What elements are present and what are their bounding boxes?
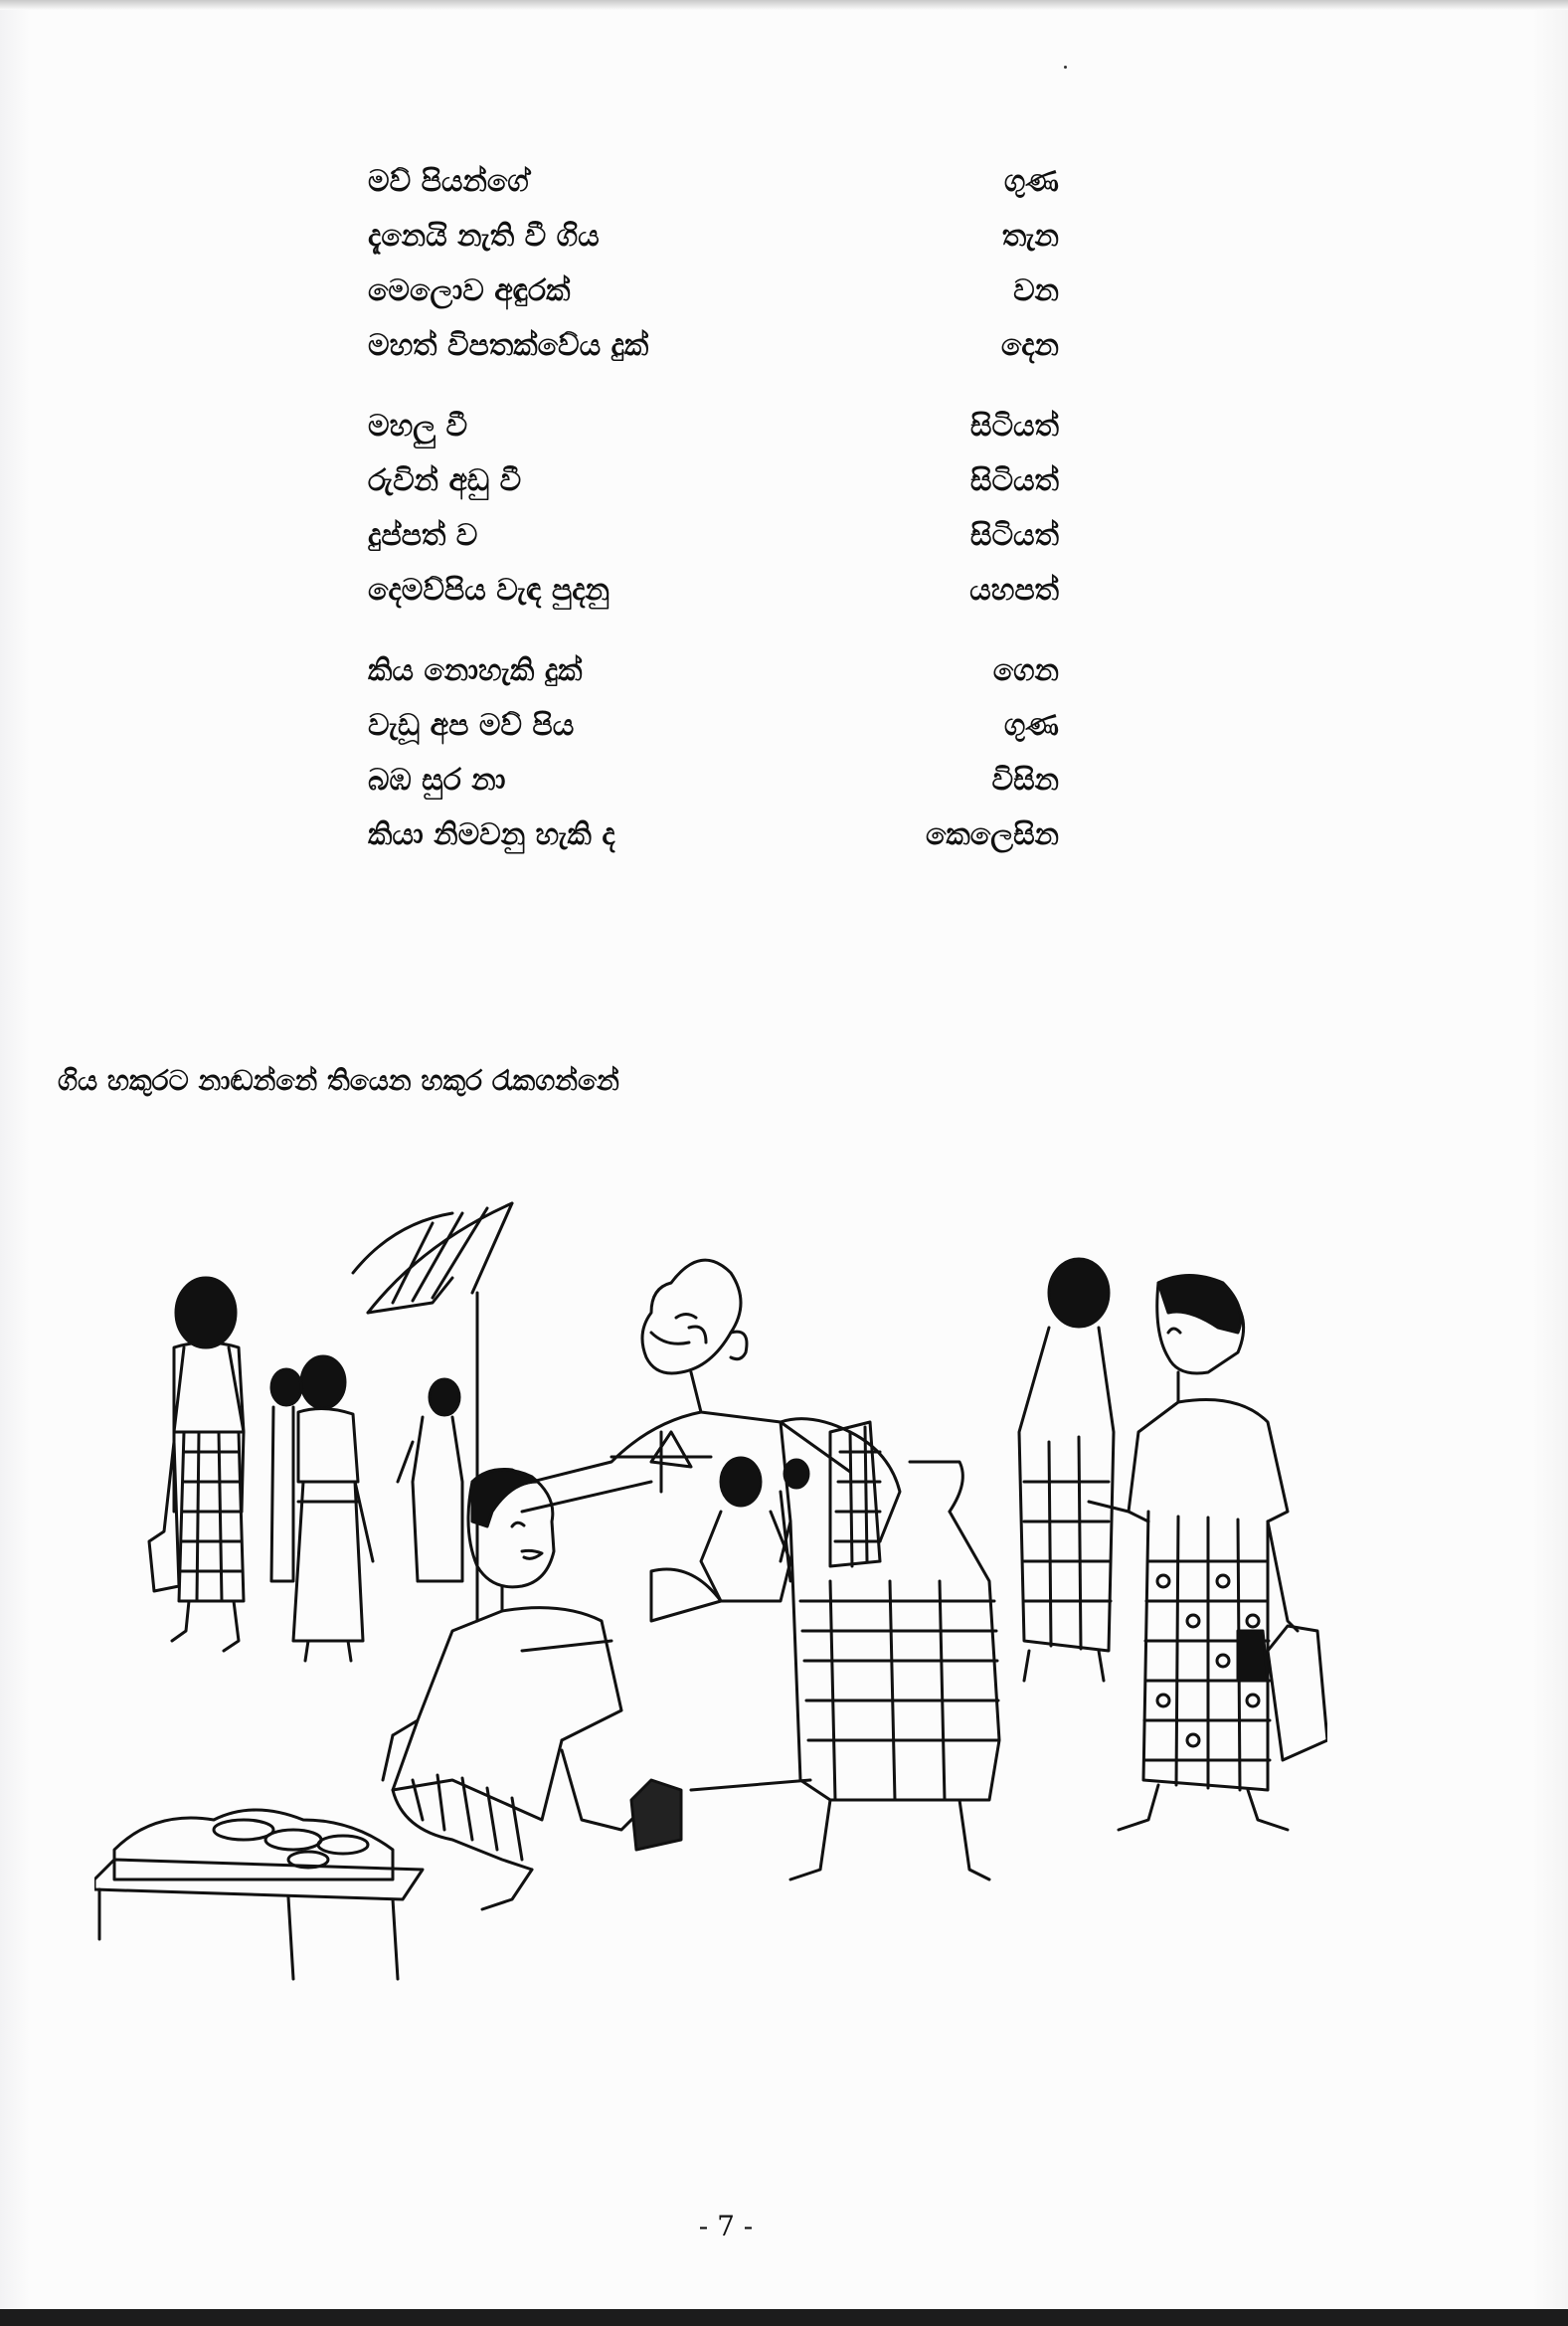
poem-line-text: දැනෙයි නැති වී ගිය: [368, 219, 600, 254]
poem-line-end: සිටියත්: [969, 409, 1059, 444]
poem-line: [368, 563, 1064, 618]
poem-line-end: ගෙන: [992, 653, 1059, 688]
poem-stanza-2: [368, 399, 1064, 618]
poem-line-text: දෙමව්පිය වැඳ පුදනු: [368, 573, 610, 608]
proverb-caption: ගිය හකුරට නාඬන්නේ තියෙන හකුර රැකගන්නේ: [58, 1064, 619, 1097]
poem-line-end: විසින: [991, 763, 1059, 798]
seated-man-drawing: [383, 1470, 681, 1910]
scan-speck: [1064, 66, 1067, 69]
poem-line-end: වන: [1013, 273, 1059, 308]
poem-line-end: සිටියත්: [969, 463, 1059, 498]
poem: [368, 154, 1064, 888]
poem-line-text: දුප්පත් ව: [368, 518, 478, 553]
boy-with-bag-drawing: [1089, 1276, 1327, 1831]
poem-line: [368, 508, 1064, 563]
vendor-table-drawing: [94, 1810, 423, 1979]
poem-line-end: යහපත්: [969, 573, 1059, 608]
poem-line-text: රුවින් අඩු වී: [368, 463, 522, 498]
awning-drawing: [353, 1203, 512, 1621]
person-left-back-drawing: [149, 1278, 244, 1651]
poem-line-text: කිය නොහැකි දුක්: [368, 653, 583, 688]
poem-line-text: බඹ සුර නා: [368, 763, 506, 798]
poem-line-end: ගුණ: [1003, 708, 1059, 743]
poem-line-text: වැඩූ අප මව් පිය: [368, 708, 575, 743]
weighing-scale-drawing: [611, 1432, 711, 1492]
page-number: - 7 -: [698, 2210, 754, 2242]
poem-line: [368, 807, 1064, 862]
poem-line: [368, 453, 1064, 508]
poem-line: [368, 264, 1064, 318]
poem-line: [368, 399, 1064, 453]
poem-line: [368, 318, 1064, 373]
poem-line-end: සිටියත්: [969, 518, 1059, 553]
poem-line-text: මව් පියන්ගේ: [368, 164, 529, 199]
poem-line-text: මෙලොව අඳුරක්: [368, 273, 571, 308]
children-drawing: [651, 1458, 808, 1621]
poem-line-text: මහලු වී: [368, 409, 468, 444]
market-scene-illustration: [94, 1183, 1327, 2009]
scan-bottom-edge: [0, 2309, 1568, 2326]
poem-line: [368, 209, 1064, 264]
scan-top-edge: [0, 0, 1568, 10]
poem-line-end: තැන: [1001, 219, 1059, 254]
poem-stanza-3: [368, 643, 1064, 862]
poem-line-end: කෙලෙසින: [925, 817, 1059, 852]
poem-line-end: දෙන: [1000, 328, 1059, 363]
poem-line: [368, 643, 1064, 698]
poem-line: [368, 753, 1064, 807]
poem-stanza-1: [368, 154, 1064, 373]
poem-line: [368, 154, 1064, 209]
poem-line-text: මහත් විපතක්වේය දුක්: [368, 328, 649, 363]
right-man-back-drawing: [1019, 1259, 1114, 1681]
poem-line-end: ගුණ: [1003, 164, 1059, 199]
poem-line-text: කියා නිමවනු හැකි ද: [368, 817, 615, 852]
person-left-middle-drawing: [293, 1356, 373, 1661]
poem-line: [368, 698, 1064, 753]
person-center-back-drawing: [398, 1379, 462, 1581]
